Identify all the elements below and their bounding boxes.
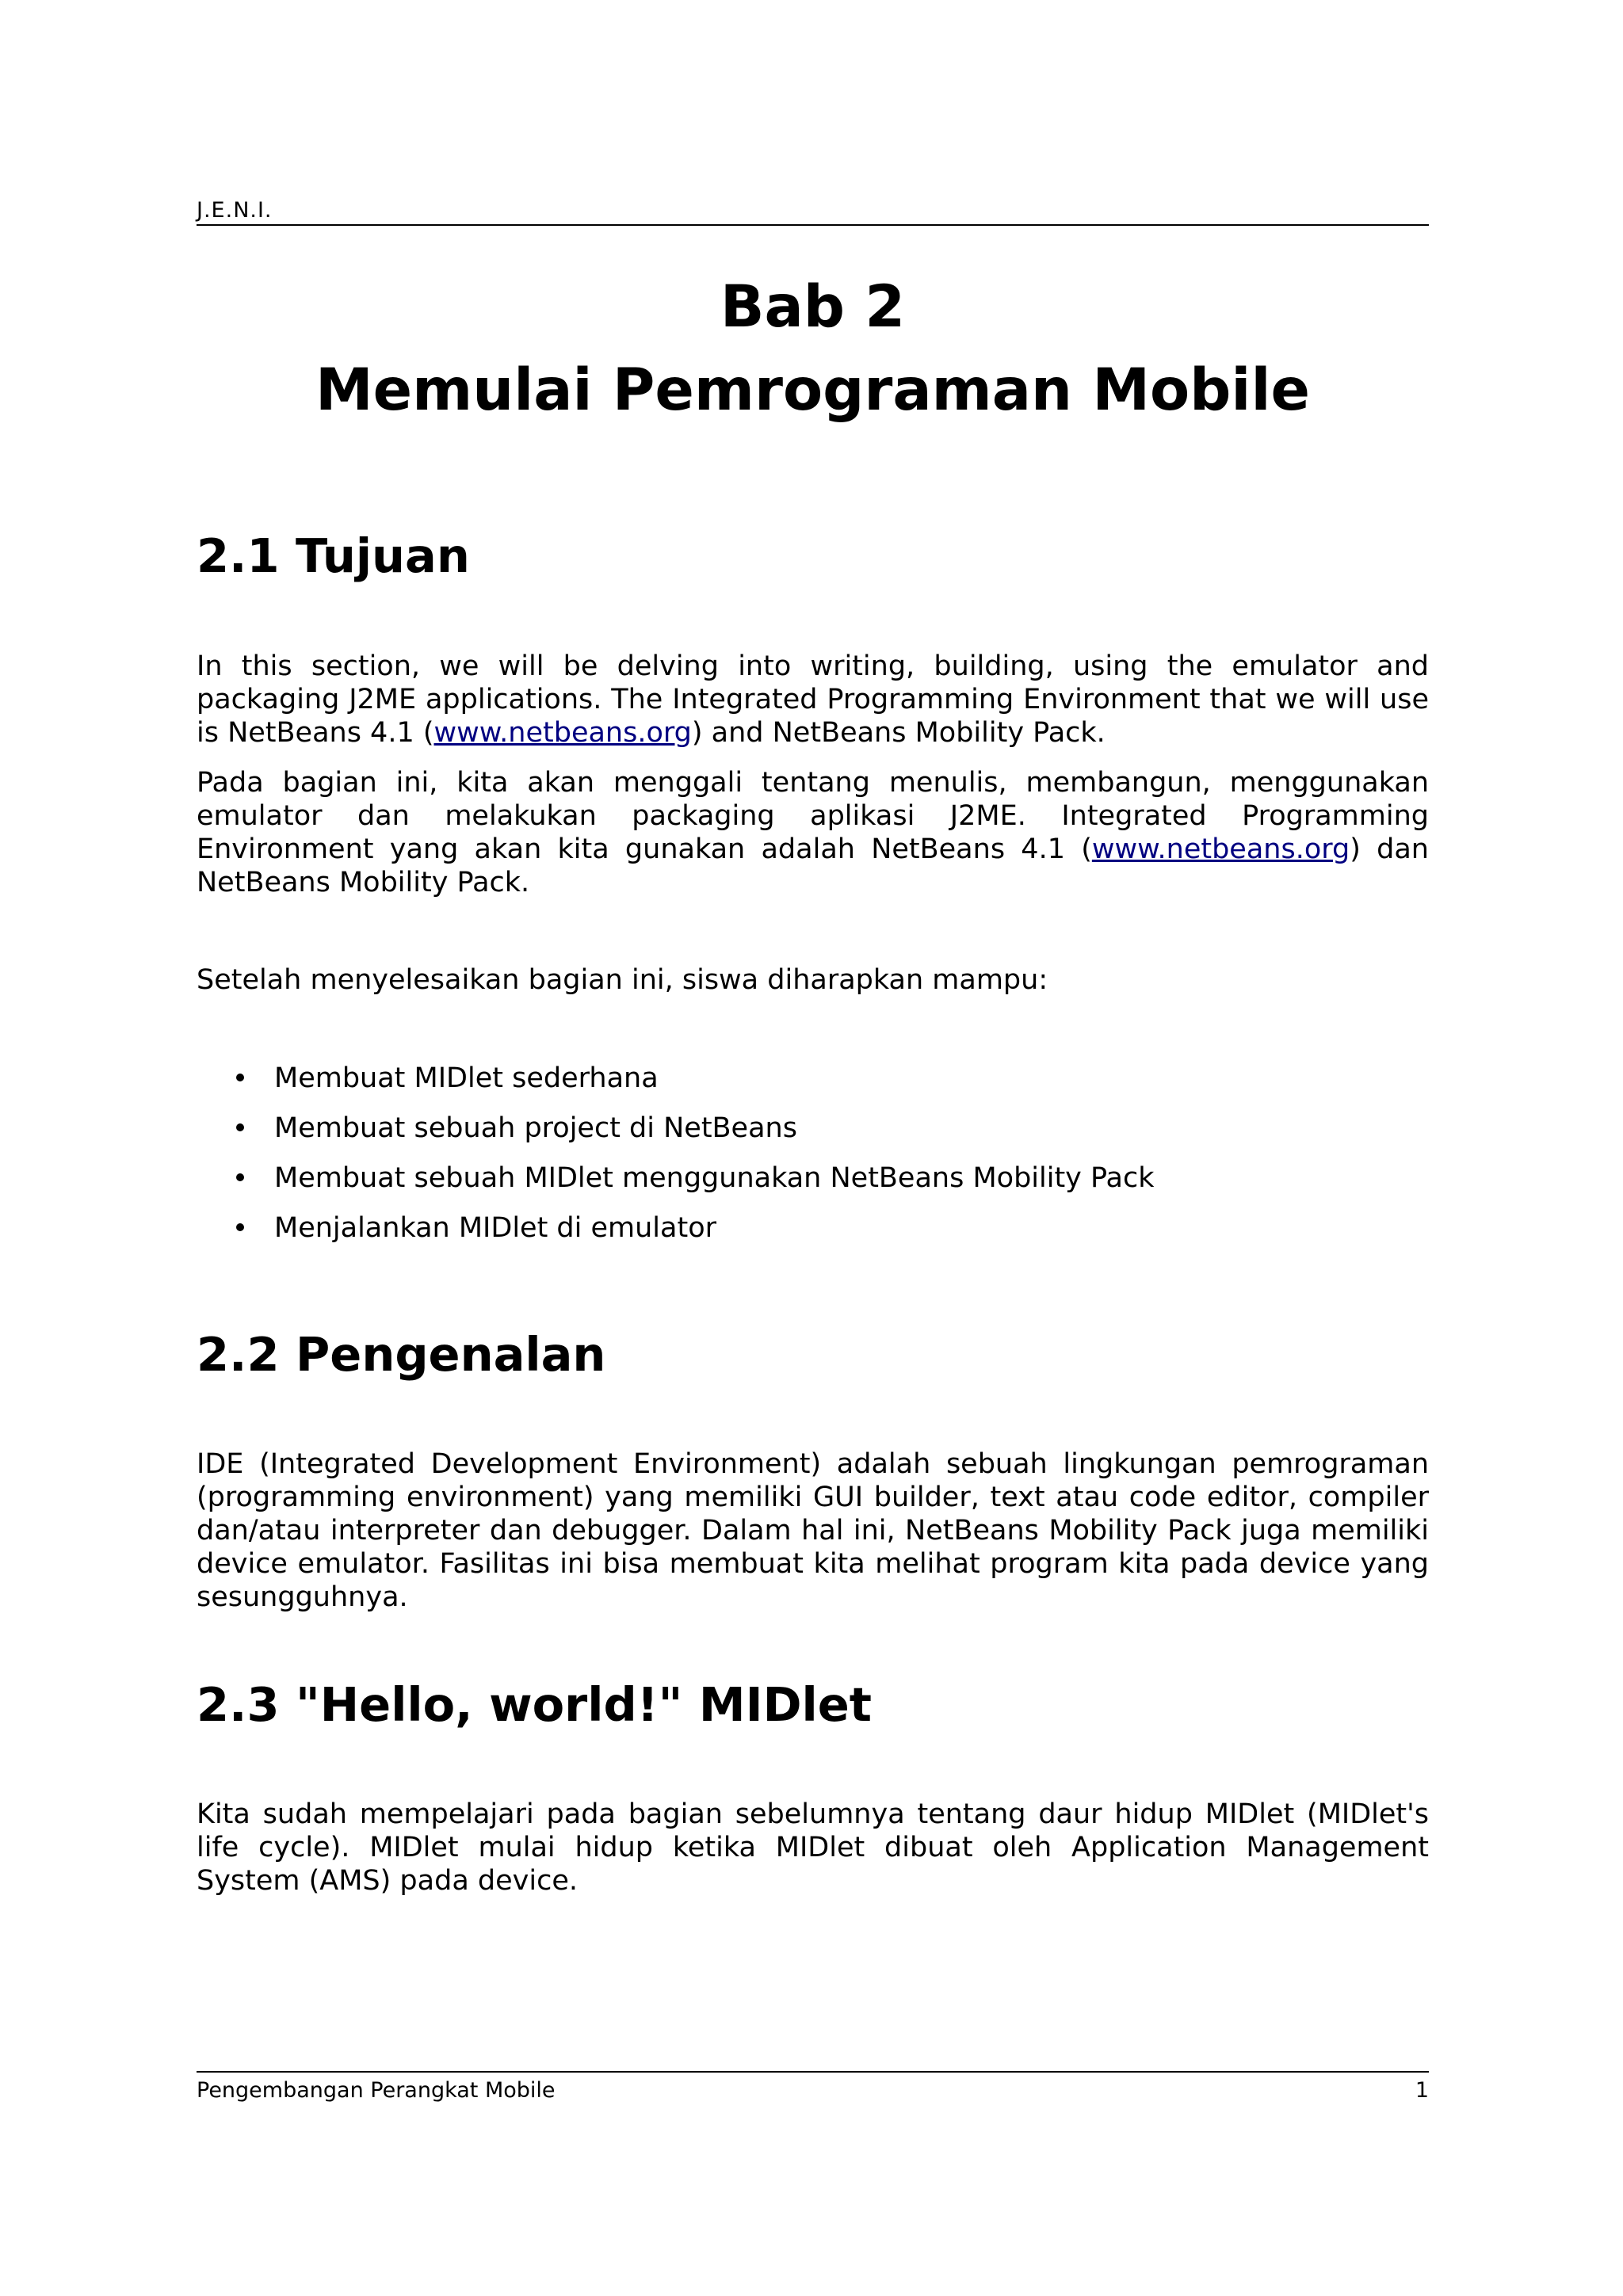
- bullet-icon: [236, 1173, 244, 1181]
- document-page: [197, 0, 1429, 2296]
- bullet-icon: [236, 1074, 244, 1081]
- paragraph-indonesian: [197, 766, 1429, 899]
- netbeans-link[interactable]: www.netbeans.org: [433, 717, 692, 749]
- paragraph-indonesian-text-after: ) dan NetBeans Mobility Pack.: [197, 833, 1429, 898]
- paragraph-english-text-before: In this section, we will be delving into writing, building, using the emulator and packaging J2ME applications. The Integrated Programming Environment that we will use is NetBeans 4.1 (: [197, 650, 1429, 749]
- list-item-text: Membuat MIDlet sederhana: [274, 1062, 659, 1094]
- bullet-icon: [236, 1123, 244, 1131]
- section-heading-hello-world: 2.3 "Hello, world!" MIDlet: [197, 1677, 872, 1732]
- page-number: 1: [1415, 2078, 1429, 2103]
- chapter-title: [197, 265, 1429, 432]
- paragraph-english: [197, 650, 1429, 749]
- paragraph-hello-world: Kita sudah mempelajari pada bagian sebelumnya tentang daur hidup MIDlet (MIDlet's life cycle). MIDlet mulai hidup ketika MIDlet dibuat oleh Application Management System (AMS) pada device.: [197, 1798, 1429, 1897]
- footer-rule: [197, 2071, 1429, 2073]
- objectives-intro: Setelah menyelesaikan bagian ini, siswa diharapkan mampu:: [197, 964, 1048, 996]
- netbeans-link[interactable]: www.netbeans.org: [1091, 833, 1350, 865]
- paragraph-english-text-after: ) and NetBeans Mobility Pack.: [691, 717, 1106, 749]
- footer-title: Pengembangan Perangkat Mobile: [197, 2078, 556, 2103]
- list-item: [197, 1112, 1155, 1161]
- list-item-text: Membuat sebuah project di NetBeans: [274, 1112, 797, 1144]
- running-header: J.E.N.I.: [197, 198, 273, 223]
- list-item: [197, 1211, 1155, 1261]
- header-rule: [197, 224, 1429, 226]
- list-item: [197, 1161, 1155, 1211]
- chapter-number: Bab 2: [720, 273, 906, 341]
- list-item-text: Membuat sebuah MIDlet menggunakan NetBeans Mobility Pack: [274, 1162, 1155, 1194]
- section-heading-pengenalan: 2.2 Pengenalan: [197, 1327, 606, 1382]
- chapter-name: Memulai Pemrograman Mobile: [315, 357, 1310, 424]
- section-heading-tujuan: 2.1 Tujuan: [197, 528, 470, 583]
- paragraph-pengenalan: IDE (Integrated Development Environment) adalah sebuah lingkungan pemrograman (programming environment) yang memiliki GUI builder, text atau code editor, compiler dan/atau interpreter dan debugger. Dalam hal ini, NetBeans Mobility Pack juga memiliki device emulator. Fasilitas ini bisa membuat kita melihat program kita pada device yang sesungguhnya.: [197, 1448, 1429, 1613]
- list-item-text: Menjalankan MIDlet di emulator: [274, 1212, 717, 1244]
- paragraph-indonesian-text-before: Pada bagian ini, kita akan menggali tentang menulis, membangun, menggunakan emulator dan melakukan packaging aplikasi J2ME. Integrated Programming Environment yang akan kita gunakan adalah NetBeans 4.1 (: [197, 767, 1429, 865]
- list-item: [197, 1062, 1155, 1112]
- objectives-list: [197, 1062, 1155, 1261]
- bullet-icon: [236, 1223, 244, 1231]
